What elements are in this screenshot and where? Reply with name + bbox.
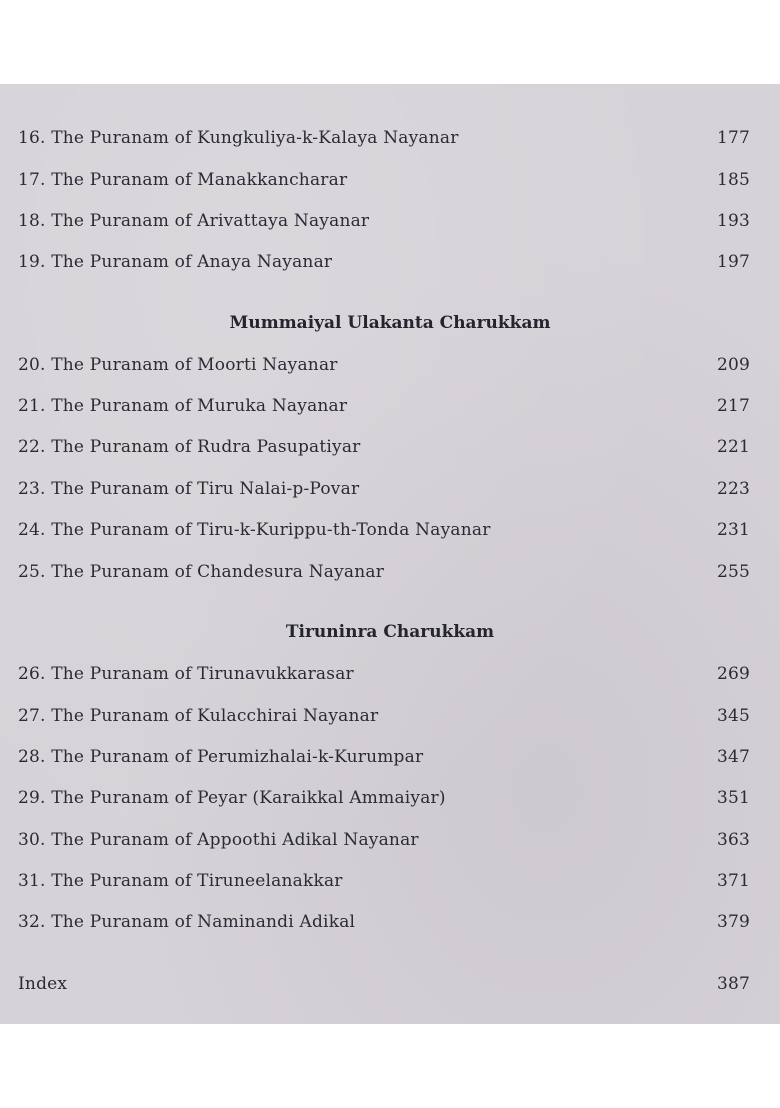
toc-entry-title: 18. The Puranam of Arivattaya Nayanar (18, 211, 370, 231)
toc-entry-page: 269 (716, 664, 750, 684)
toc-entry-title: 20. The Puranam of Moorti Nayanar (18, 355, 338, 375)
toc-entry-page: 345 (716, 706, 750, 726)
toc-entry-page: 197 (716, 252, 750, 272)
toc-entry-title: 24. The Puranam of Tiru-k-Kurippu-th-Tonda Nayanar (18, 520, 491, 540)
toc-entry-page: 193 (716, 211, 750, 231)
toc-entry-page: 347 (716, 747, 750, 767)
section-heading: Mummaiyal Ulakanta Charukkam (229, 313, 551, 333)
toc-entry-title: 22. The Puranam of Rudra Pasupatiyar (18, 437, 361, 457)
toc-entry-title: 26. The Puranam of Tirunavukkarasar (18, 664, 354, 684)
toc-entry (18, 394, 750, 418)
toc-entry-title: 28. The Puranam of Perumizhalai-k-Kurumpar (18, 747, 424, 767)
toc-entry (18, 209, 750, 233)
toc-entry-title: 30. The Puranam of Appoothi Adikal Nayanar (18, 830, 419, 850)
toc-entry (18, 250, 750, 274)
toc-entry-page: 177 (716, 128, 750, 148)
toc-entry-page: 379 (716, 912, 750, 932)
index-page: 387 (716, 974, 750, 994)
toc-entry-title: 17. The Puranam of Manakkancharar (18, 170, 348, 190)
toc-entry (18, 786, 750, 810)
scanned-page (0, 84, 780, 1024)
index-label: Index (18, 974, 68, 994)
toc-entry-title: 21. The Puranam of Muruka Nayanar (18, 396, 348, 416)
toc-entry-title: 31. The Puranam of Tiruneelanakkar (18, 871, 343, 891)
toc-entry-page: 363 (716, 830, 750, 850)
toc-entry (18, 910, 750, 934)
toc-entry-page: 351 (716, 788, 750, 808)
section-heading: Tiruninra Charukkam (285, 622, 495, 642)
toc-entry (18, 869, 750, 893)
toc-index-entry (18, 972, 750, 996)
toc-entry (18, 745, 750, 769)
toc-entry (18, 353, 750, 377)
toc-entry (18, 435, 750, 459)
toc-entry-page: 223 (716, 479, 750, 499)
toc-entry-page: 185 (716, 170, 750, 190)
toc-entry (18, 828, 750, 852)
toc-entry (18, 126, 750, 150)
toc-entry-page: 209 (716, 355, 750, 375)
toc-entry-title: 29. The Puranam of Peyar (Karaikkal Ammaiyar) (18, 788, 446, 808)
toc-entry (18, 662, 750, 686)
toc-entry (18, 560, 750, 584)
toc-entry-page: 371 (716, 871, 750, 891)
toc-entry-page: 221 (716, 437, 750, 457)
toc-entry-title: 19. The Puranam of Anaya Nayanar (18, 252, 333, 272)
toc-entry-title: 27. The Puranam of Kulacchirai Nayanar (18, 706, 379, 726)
toc-entry-page: 255 (716, 562, 750, 582)
toc-entry-page: 231 (716, 520, 750, 540)
toc-entry-title: 23. The Puranam of Tiru Nalai-p-Povar (18, 479, 360, 499)
toc-entry-title: 32. The Puranam of Naminandi Adikal (18, 912, 356, 932)
toc-entry (18, 168, 750, 192)
toc-entry (18, 477, 750, 501)
toc-entry (18, 704, 750, 728)
toc-entry-title: 16. The Puranam of Kungkuliya-k-Kalaya Nayanar (18, 128, 459, 148)
toc-entry (18, 518, 750, 542)
toc-entry-page: 217 (716, 396, 750, 416)
toc-entry-title: 25. The Puranam of Chandesura Nayanar (18, 562, 385, 582)
